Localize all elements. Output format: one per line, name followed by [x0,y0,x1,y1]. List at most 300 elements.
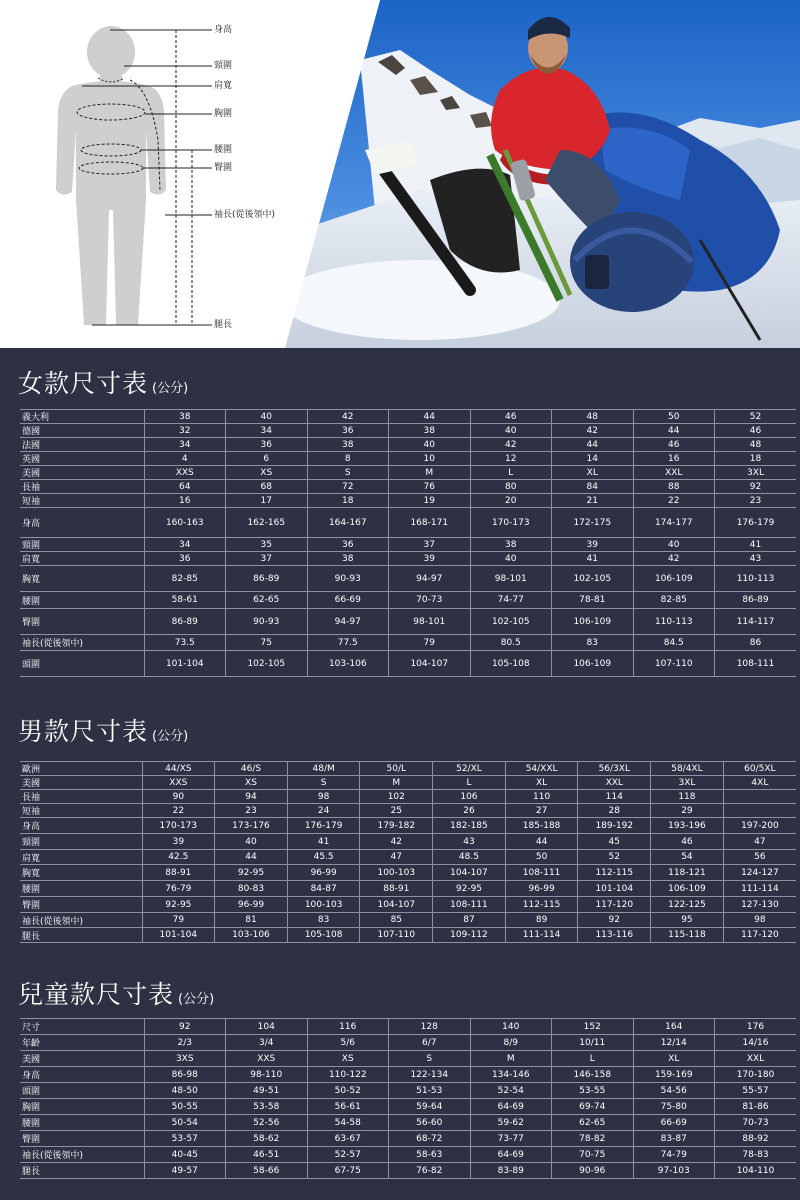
table-cell: 182-185 [433,818,506,834]
row-label: 胸寬 [20,566,144,592]
table-cell: 50 [633,410,715,424]
table-row [20,865,796,881]
kids-title: 兒童款尺寸表 [18,980,175,1009]
table-cell: 56/3XL [578,762,651,776]
table-cell: 42.5 [142,850,215,865]
table-cell: 78-83 [715,1147,797,1163]
row-label: 肩寬 [20,552,144,566]
table-cell: 98 [287,790,360,804]
table-cell: XXS [226,1051,308,1067]
table-cell: 63-67 [307,1131,389,1147]
table-cell: 81 [215,913,288,928]
table-row [20,1083,796,1099]
table-cell: 103-106 [307,651,389,677]
table-cell: 108-111 [505,865,578,881]
table-row [20,1067,796,1083]
table-cell: 162-165 [226,508,308,538]
table-cell: 52-56 [226,1115,308,1131]
table-cell: 105-108 [470,651,552,677]
table-row [20,552,796,566]
table-cell: 86-89 [715,592,797,609]
table-cell: 27 [505,804,578,818]
table-cell: 102-105 [470,609,552,635]
table-cell: 37 [389,538,471,552]
row-label: 腰圍 [20,592,144,609]
table-cell: 53-57 [144,1131,226,1147]
table-cell: 46 [633,438,715,452]
table-cell: 19 [389,494,471,508]
table-cell: 83-87 [633,1131,715,1147]
table-cell: 78-82 [552,1131,634,1147]
table-cell: 92 [144,1019,226,1035]
table-cell: 97-103 [633,1163,715,1179]
table-cell: 107-110 [360,928,433,943]
table-cell: XL [552,466,634,480]
table-cell: 102-105 [226,651,308,677]
table-cell: XL [633,1051,715,1067]
table-cell: 50-54 [144,1115,226,1131]
table-cell: 67-75 [307,1163,389,1179]
table-cell: 40 [389,438,471,452]
row-label: 身高 [20,508,144,538]
table-cell: 3XL [651,776,724,790]
table-row [20,834,796,850]
table-row [20,818,796,834]
table-cell: 46/S [215,762,288,776]
table-cell: 193-196 [651,818,724,834]
table-row [20,508,796,538]
table-cell: 95 [651,913,724,928]
table-cell: 98-101 [389,609,471,635]
table-cell: M [360,776,433,790]
table-cell: 88 [633,480,715,494]
table-cell: M [389,466,471,480]
table-row [20,913,796,928]
table-cell: 109-112 [433,928,506,943]
table-cell: 98-101 [470,566,552,592]
table-cell: 58/4XL [651,762,724,776]
table-cell: 26 [433,804,506,818]
table-cell: 64 [144,480,226,494]
table-cell: 160-163 [144,508,226,538]
table-cell: 40 [226,410,308,424]
table-cell: 49-51 [226,1083,308,1099]
table-cell: 170-173 [142,818,215,834]
table-cell: 79 [389,635,471,651]
table-cell: 39 [552,538,634,552]
table-cell: 50-52 [307,1083,389,1099]
table-cell: 92 [715,480,797,494]
table-cell: 6 [226,452,308,466]
table-cell: 36 [307,538,389,552]
row-label: 頭圍 [20,651,144,677]
table-cell: 60/5XL [723,762,796,776]
label-chest: 胸圍 [214,109,233,119]
table-cell: 94-97 [389,566,471,592]
table-cell: 103-106 [215,928,288,943]
table-cell: 176-179 [715,508,797,538]
table-cell: 108-111 [433,897,506,913]
table-cell: 110-113 [715,566,797,592]
row-label: 胸寬 [20,865,142,881]
table-cell: 92-95 [433,881,506,897]
table-cell: L [470,466,552,480]
table-cell: 62-65 [226,592,308,609]
table-cell: 92 [578,913,651,928]
body-measurement-diagram [0,0,290,348]
table-cell: 34 [144,438,226,452]
kids-section-title [18,975,214,1011]
men-size-table [20,761,796,943]
table-cell: 92-95 [215,865,288,881]
table-cell: 100-103 [360,865,433,881]
table-cell: 96-99 [287,865,360,881]
table-cell: 50/L [360,762,433,776]
row-label: 長袖 [20,480,144,494]
table-cell: 58-66 [226,1163,308,1179]
row-label: 短袖 [20,804,142,818]
table-cell: 111-114 [723,881,796,897]
table-cell: 84 [552,480,634,494]
men-title: 男款尺寸表 [18,717,149,746]
table-cell: XS [215,776,288,790]
table-cell: 59-62 [470,1115,552,1131]
table-cell: 8 [307,452,389,466]
label-leg: 腿長 [214,320,233,330]
table-cell: 174-177 [633,508,715,538]
table-row [20,1147,796,1163]
table-cell: 73.5 [144,635,226,651]
row-label: 長袖 [20,790,142,804]
table-cell: 94 [215,790,288,804]
table-row [20,438,796,452]
row-label: 德國 [20,424,144,438]
row-label: 胸圍 [20,1099,144,1115]
table-cell: 76-79 [142,881,215,897]
table-cell: XL [505,776,578,790]
table-cell: 10/11 [552,1035,634,1051]
table-cell: 75-80 [633,1099,715,1115]
row-label: 身高 [20,1067,144,1083]
table-cell: 50 [505,850,578,865]
table-cell: 127-130 [723,897,796,913]
table-row [20,881,796,897]
table-cell: 107-110 [633,651,715,677]
table-cell: 74-77 [470,592,552,609]
table-cell: 66-69 [633,1115,715,1131]
table-cell: 88-91 [142,865,215,881]
table-row [20,452,796,466]
table-cell: 20 [470,494,552,508]
women-size-section [0,348,800,700]
table-cell: 168-171 [389,508,471,538]
row-label: 臀圍 [20,897,142,913]
table-cell: 28 [578,804,651,818]
table-cell: 34 [144,538,226,552]
table-cell: 53-58 [226,1099,308,1115]
row-label: 腰圍 [20,1115,144,1131]
table-cell: 70-73 [715,1115,797,1131]
table-cell: 38 [389,424,471,438]
table-cell: 4XL [723,776,796,790]
row-label: 袖長(從後領中) [20,913,142,928]
row-label: 腿長 [20,928,142,943]
table-row [20,424,796,438]
table-cell: 36 [144,552,226,566]
table-cell: 179-182 [360,818,433,834]
table-cell: 106-109 [633,566,715,592]
table-cell: 38 [307,438,389,452]
women-unit: (公分) [152,381,189,396]
row-label: 袖長(從後領中) [20,635,144,651]
table-row [20,635,796,651]
table-cell: 128 [389,1019,471,1035]
table-cell: 42 [633,552,715,566]
table-row [20,592,796,609]
row-label: 身高 [20,818,142,834]
table-cell: 46-51 [226,1147,308,1163]
table-cell: 46 [651,834,724,850]
table-cell: 172-175 [552,508,634,538]
table-cell: 114 [578,790,651,804]
table-cell: 87 [433,913,506,928]
table-cell: 58-63 [389,1147,471,1163]
kids-size-table [20,1018,796,1179]
table-cell: 116 [307,1019,389,1035]
label-sleeve: 袖長(從後領中) [214,210,276,220]
table-row [20,762,796,776]
table-cell: 52 [578,850,651,865]
table-cell: 94-97 [307,609,389,635]
table-cell: 17 [226,494,308,508]
table-cell: XXL [578,776,651,790]
row-label: 美國 [20,1051,144,1067]
table-cell: 86 [715,635,797,651]
table-cell: 104-107 [389,651,471,677]
table-cell: 176 [715,1019,797,1035]
row-label: 臀圍 [20,1131,144,1147]
men-size-section [0,700,800,957]
table-cell [723,790,796,804]
table-cell: 92-95 [142,897,215,913]
table-row [20,480,796,494]
table-cell: 152 [552,1019,634,1035]
table-row [20,466,796,480]
table-cell: 88-91 [360,881,433,897]
table-cell: 82-85 [633,592,715,609]
table-cell: 42 [307,410,389,424]
table-cell: 48-50 [144,1083,226,1099]
table-cell: 6/7 [389,1035,471,1051]
table-cell: 75 [226,635,308,651]
table-cell: M [470,1051,552,1067]
table-cell: 10 [389,452,471,466]
table-cell: 104-110 [715,1163,797,1179]
table-cell: 96-99 [215,897,288,913]
table-cell: 102-105 [552,566,634,592]
table-cell: 38 [307,552,389,566]
table-cell: XXS [142,776,215,790]
table-cell: 98-110 [226,1067,308,1083]
table-row [20,538,796,552]
table-row [20,410,796,424]
table-cell: 22 [142,804,215,818]
men-section-title [18,712,188,748]
table-cell: 54 [651,850,724,865]
table-cell: 22 [633,494,715,508]
table-cell: 40-45 [144,1147,226,1163]
table-cell: 176-179 [287,818,360,834]
table-cell: 62-65 [552,1115,634,1131]
table-cell: 86-89 [144,609,226,635]
table-cell: 44 [505,834,578,850]
table-cell: 36 [307,424,389,438]
table-cell: S [307,466,389,480]
table-cell: 54/XXL [505,762,578,776]
table-cell: 38 [144,410,226,424]
table-cell: 39 [142,834,215,850]
table-cell: S [287,776,360,790]
table-cell: 98 [723,913,796,928]
row-label: 法國 [20,438,144,452]
table-cell: 32 [144,424,226,438]
table-row [20,1051,796,1067]
label-neck: 頸圍 [214,61,233,71]
row-label: 腿長 [20,1163,144,1179]
table-cell: 44 [215,850,288,865]
table-cell: 122-125 [651,897,724,913]
kids-size-section [0,957,800,1200]
table-cell: 44/XS [142,762,215,776]
table-row [20,897,796,913]
table-cell: 104-107 [360,897,433,913]
table-cell: 170-173 [470,508,552,538]
table-cell: 51-53 [389,1083,471,1099]
table-cell: 58-61 [144,592,226,609]
row-label: 頸圍 [20,834,142,850]
table-cell: 90-96 [552,1163,634,1179]
table-row [20,790,796,804]
table-cell: 40 [470,424,552,438]
table-row [20,1163,796,1179]
table-cell: 80.5 [470,635,552,651]
table-cell: 47 [360,850,433,865]
label-waist: 腰圍 [214,145,233,155]
table-cell: 24 [287,804,360,818]
table-cell: 25 [360,804,433,818]
table-cell: 78-81 [552,592,634,609]
table-cell: 36 [226,438,308,452]
table-row [20,850,796,865]
table-cell: 76 [389,480,471,494]
table-cell: XS [226,466,308,480]
table-cell: L [433,776,506,790]
table-cell: 115-118 [651,928,724,943]
table-cell: 45.5 [287,850,360,865]
table-cell: 48/M [287,762,360,776]
table-cell: 84.5 [633,635,715,651]
table-cell: 35 [226,538,308,552]
table-cell: 59-64 [389,1099,471,1115]
table-cell: 122-134 [389,1067,471,1083]
table-cell: 46 [715,424,797,438]
table-cell: 81-86 [715,1099,797,1115]
table-cell: 44 [633,424,715,438]
table-cell: 68-72 [389,1131,471,1147]
table-cell: 39 [389,552,471,566]
table-cell: 41 [287,834,360,850]
table-cell: 106-109 [651,881,724,897]
table-cell: 134-146 [470,1067,552,1083]
table-cell: 83-89 [470,1163,552,1179]
table-cell: 45 [578,834,651,850]
row-label: 美國 [20,776,142,790]
table-cell: 90-93 [226,609,308,635]
table-row [20,1035,796,1051]
row-label: 腰圍 [20,881,142,897]
row-label: 美國 [20,466,144,480]
table-cell: 5/6 [307,1035,389,1051]
table-cell: 43 [433,834,506,850]
table-cell: 101-104 [578,881,651,897]
table-cell: 197-200 [723,818,796,834]
table-cell: 23 [715,494,797,508]
table-cell: 3XL [715,466,797,480]
table-cell: 14/16 [715,1035,797,1051]
table-cell: 3/4 [226,1035,308,1051]
hero-area [0,0,800,348]
table-cell: 72 [307,480,389,494]
table-cell: 46 [470,410,552,424]
table-cell: 106-109 [552,651,634,677]
table-cell: 79 [142,913,215,928]
row-label: 袖長(從後領中) [20,1147,144,1163]
table-cell: 48 [715,438,797,452]
table-row [20,651,796,677]
table-cell: 112-115 [505,897,578,913]
table-cell: 43 [715,552,797,566]
table-cell: 54-56 [633,1083,715,1099]
table-cell: 53-55 [552,1083,634,1099]
table-cell: 82-85 [144,566,226,592]
table-cell: 90-93 [307,566,389,592]
table-cell: 106-109 [552,609,634,635]
table-cell: 105-108 [287,928,360,943]
row-label: 頭圍 [20,1083,144,1099]
table-cell: 164-167 [307,508,389,538]
table-cell: 58-62 [226,1131,308,1147]
label-hip: 臀圍 [214,163,233,173]
table-cell: 77.5 [307,635,389,651]
table-cell: 113-116 [578,928,651,943]
women-title: 女款尺寸表 [18,369,149,398]
table-cell: XXL [633,466,715,480]
table-cell: 185-188 [505,818,578,834]
table-cell: 89 [505,913,578,928]
table-cell: 16 [633,452,715,466]
table-cell: 112-115 [578,865,651,881]
table-cell: 85 [360,913,433,928]
row-label: 英國 [20,452,144,466]
table-cell: 173-176 [215,818,288,834]
table-cell: 14 [552,452,634,466]
table-cell: 68 [226,480,308,494]
table-cell: 83 [552,635,634,651]
table-row [20,609,796,635]
table-cell: 12/14 [633,1035,715,1051]
table-cell: 54-58 [307,1115,389,1131]
table-cell: 44 [552,438,634,452]
